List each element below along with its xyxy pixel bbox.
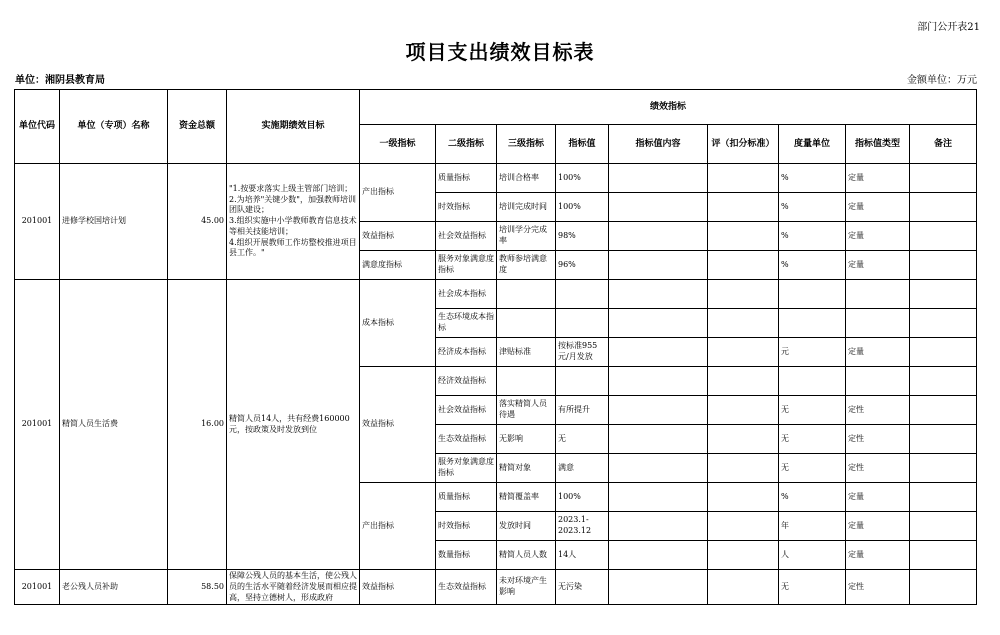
scoring-cell bbox=[708, 570, 779, 605]
value-type-cell bbox=[846, 280, 910, 309]
value-content-cell bbox=[609, 483, 708, 512]
value-content-cell bbox=[609, 338, 708, 367]
value-content-cell bbox=[609, 367, 708, 396]
remark-cell bbox=[910, 251, 977, 280]
goal-cell: "1.按要求落实上级主管部门培训； 2.为培养"关键少数"，加强教师培训团队建设； 3.组织实施中小学教师教育信息技术等相关技能培训； 4.组织开展教师工作坊整校推进项目县工作。" bbox=[227, 164, 360, 280]
value-cell bbox=[556, 280, 609, 309]
value-content-cell bbox=[609, 396, 708, 425]
scoring-cell bbox=[708, 483, 779, 512]
header-remark: 备注 bbox=[910, 125, 977, 164]
remark-cell bbox=[910, 164, 977, 193]
value-cell: 有所提升 bbox=[556, 396, 609, 425]
header-measure-unit: 度量单位 bbox=[779, 125, 846, 164]
measure-unit-cell: % bbox=[779, 164, 846, 193]
scoring-cell bbox=[708, 251, 779, 280]
level2-cell: 生态效益指标 bbox=[436, 425, 497, 454]
scoring-cell bbox=[708, 309, 779, 338]
value-cell: 100% bbox=[556, 164, 609, 193]
scoring-cell bbox=[708, 222, 779, 251]
level1-cell: 产出指标 bbox=[360, 164, 436, 222]
remark-cell bbox=[910, 570, 977, 605]
header-level2: 二级指标 bbox=[436, 125, 497, 164]
level1-cell: 效益指标 bbox=[360, 570, 436, 605]
level2-cell: 质量指标 bbox=[436, 164, 497, 193]
level3-cell: 培训完成时间 bbox=[497, 193, 556, 222]
remark-cell bbox=[910, 454, 977, 483]
value-cell: 96% bbox=[556, 251, 609, 280]
level2-cell: 数量指标 bbox=[436, 541, 497, 570]
value-content-cell bbox=[609, 309, 708, 338]
level2-cell: 社会成本指标 bbox=[436, 280, 497, 309]
scoring-cell bbox=[708, 367, 779, 396]
level3-cell: 无影响 bbox=[497, 425, 556, 454]
level1-cell: 效益指标 bbox=[360, 222, 436, 251]
level3-cell bbox=[497, 367, 556, 396]
level3-cell: 教师参培满意度 bbox=[497, 251, 556, 280]
header-level1: 一级指标 bbox=[360, 125, 436, 164]
level3-cell: 培训学分完成率 bbox=[497, 222, 556, 251]
scoring-cell bbox=[708, 338, 779, 367]
value-type-cell: 定性 bbox=[846, 425, 910, 454]
header-scoring: 评（扣分标准） bbox=[708, 125, 779, 164]
measure-unit-cell: 人 bbox=[779, 541, 846, 570]
value-cell: 98% bbox=[556, 222, 609, 251]
value-content-cell bbox=[609, 570, 708, 605]
value-type-cell: 定量 bbox=[846, 222, 910, 251]
remark-cell bbox=[910, 338, 977, 367]
money-unit-label: 金额单位：万元 bbox=[907, 75, 977, 86]
value-type-cell bbox=[846, 309, 910, 338]
level3-cell: 发放时间 bbox=[497, 512, 556, 541]
level3-cell: 精简对象 bbox=[497, 454, 556, 483]
scoring-cell bbox=[708, 164, 779, 193]
remark-cell bbox=[910, 280, 977, 309]
remark-cell bbox=[910, 425, 977, 454]
value-type-cell: 定量 bbox=[846, 483, 910, 512]
scoring-cell bbox=[708, 425, 779, 454]
amount-cell: 45.00 bbox=[168, 164, 227, 280]
measure-unit-cell bbox=[779, 309, 846, 338]
level3-cell: 未对环境产生影响 bbox=[497, 570, 556, 605]
value-type-cell: 定量 bbox=[846, 338, 910, 367]
value-cell: 无 bbox=[556, 425, 609, 454]
unit-code-cell: 201001 bbox=[15, 570, 60, 605]
level3-cell: 精简人员人数 bbox=[497, 541, 556, 570]
measure-unit-cell: 年 bbox=[779, 512, 846, 541]
amount-cell: 16.00 bbox=[168, 280, 227, 570]
measure-unit-cell: % bbox=[779, 193, 846, 222]
value-cell: 2023.1-2023.12 bbox=[556, 512, 609, 541]
value-type-cell: 定量 bbox=[846, 512, 910, 541]
value-cell: 按标准955元/月发放 bbox=[556, 338, 609, 367]
header-goal: 实施期绩效目标 bbox=[227, 90, 360, 164]
value-type-cell: 定量 bbox=[846, 164, 910, 193]
unit-label: 单位：湘阴县教育局 bbox=[15, 75, 105, 86]
remark-cell bbox=[910, 309, 977, 338]
value-type-cell: 定量 bbox=[846, 541, 910, 570]
header-total-funds: 资金总额 bbox=[168, 90, 227, 164]
measure-unit-cell: 无 bbox=[779, 425, 846, 454]
measure-unit-cell: % bbox=[779, 483, 846, 512]
remark-cell bbox=[910, 541, 977, 570]
remark-cell bbox=[910, 396, 977, 425]
scoring-cell bbox=[708, 396, 779, 425]
scoring-cell bbox=[708, 512, 779, 541]
table-row bbox=[15, 570, 977, 605]
value-content-cell bbox=[609, 251, 708, 280]
value-content-cell bbox=[609, 280, 708, 309]
level1-cell: 效益指标 bbox=[360, 367, 436, 483]
value-cell bbox=[556, 367, 609, 396]
value-type-cell: 定量 bbox=[846, 251, 910, 280]
measure-unit-cell bbox=[779, 280, 846, 309]
level2-cell: 社会效益指标 bbox=[436, 396, 497, 425]
unit-code-cell: 201001 bbox=[15, 164, 60, 280]
level1-cell: 成本指标 bbox=[360, 280, 436, 367]
header-perf: 绩效指标 bbox=[360, 90, 977, 125]
value-cell: 满意 bbox=[556, 454, 609, 483]
value-cell: 100% bbox=[556, 193, 609, 222]
goal-cell: 保障公残人员的基本生活，使公残人员的生活水平随着经济发展而相应提高，坚持立德树人，形成政府 bbox=[227, 570, 360, 605]
measure-unit-cell: % bbox=[779, 251, 846, 280]
page-title: 项目支出绩效目标表 bbox=[405, 40, 595, 64]
table-row bbox=[15, 164, 977, 193]
value-cell: 无污染 bbox=[556, 570, 609, 605]
level2-cell: 生态环境成本指标 bbox=[436, 309, 497, 338]
remark-cell bbox=[910, 222, 977, 251]
value-type-cell bbox=[846, 367, 910, 396]
level1-cell: 满意度指标 bbox=[360, 251, 436, 280]
level2-cell: 生态效益指标 bbox=[436, 570, 497, 605]
value-type-cell: 定性 bbox=[846, 454, 910, 483]
level2-cell: 时效指标 bbox=[436, 512, 497, 541]
measure-unit-cell: 无 bbox=[779, 570, 846, 605]
level1-cell: 产出指标 bbox=[360, 483, 436, 570]
project-name-cell: 老公残人员补助 bbox=[60, 570, 168, 605]
measure-unit-cell: 无 bbox=[779, 454, 846, 483]
value-cell bbox=[556, 309, 609, 338]
value-type-cell: 定性 bbox=[846, 396, 910, 425]
value-content-cell bbox=[609, 541, 708, 570]
scoring-cell bbox=[708, 193, 779, 222]
level2-cell: 经济效益指标 bbox=[436, 367, 497, 396]
scoring-cell bbox=[708, 541, 779, 570]
project-name-cell: 进修学校国培计划 bbox=[60, 164, 168, 280]
level3-cell: 落实精简人员待遇 bbox=[497, 396, 556, 425]
level3-cell: 培训合格率 bbox=[497, 164, 556, 193]
remark-cell bbox=[910, 483, 977, 512]
remark-cell bbox=[910, 193, 977, 222]
value-content-cell bbox=[609, 425, 708, 454]
measure-unit-cell: % bbox=[779, 222, 846, 251]
value-type-cell: 定量 bbox=[846, 193, 910, 222]
value-content-cell bbox=[609, 193, 708, 222]
amount-cell: 58.50 bbox=[168, 570, 227, 605]
value-cell: 100% bbox=[556, 483, 609, 512]
value-content-cell bbox=[609, 454, 708, 483]
level2-cell: 时效指标 bbox=[436, 193, 497, 222]
measure-unit-cell bbox=[779, 367, 846, 396]
project-name-cell: 精简人员生活费 bbox=[60, 280, 168, 570]
level2-cell: 质量指标 bbox=[436, 483, 497, 512]
measure-unit-cell: 无 bbox=[779, 396, 846, 425]
value-type-cell: 定性 bbox=[846, 570, 910, 605]
value-content-cell bbox=[609, 164, 708, 193]
performance-table bbox=[14, 89, 977, 605]
remark-cell bbox=[910, 367, 977, 396]
header-unit-code: 单位代码 bbox=[15, 90, 60, 164]
header-level3: 三级指标 bbox=[497, 125, 556, 164]
corner-label: 部门公开表21 bbox=[917, 22, 980, 33]
scoring-cell bbox=[708, 454, 779, 483]
unit-code-cell: 201001 bbox=[15, 280, 60, 570]
goal-cell: 精简人员14人，共有经费160000元，按政策及时发放到位 bbox=[227, 280, 360, 570]
remark-cell bbox=[910, 512, 977, 541]
measure-unit-cell: 元 bbox=[779, 338, 846, 367]
level3-cell: 津贴标准 bbox=[497, 338, 556, 367]
value-content-cell bbox=[609, 512, 708, 541]
table-row bbox=[15, 280, 977, 309]
header-value-type: 指标值类型 bbox=[846, 125, 910, 164]
header-value-content: 指标值内容 bbox=[609, 125, 708, 164]
header-value: 指标值 bbox=[556, 125, 609, 164]
level3-cell bbox=[497, 280, 556, 309]
scoring-cell bbox=[708, 280, 779, 309]
header-project-name: 单位（专项）名称 bbox=[60, 90, 168, 164]
value-content-cell bbox=[609, 222, 708, 251]
level2-cell: 社会效益指标 bbox=[436, 222, 497, 251]
level2-cell: 服务对象满意度指标 bbox=[436, 454, 497, 483]
level3-cell bbox=[497, 309, 556, 338]
level2-cell: 经济成本指标 bbox=[436, 338, 497, 367]
level3-cell: 精简覆盖率 bbox=[497, 483, 556, 512]
value-cell: 14人 bbox=[556, 541, 609, 570]
level2-cell: 服务对象满意度指标 bbox=[436, 251, 497, 280]
